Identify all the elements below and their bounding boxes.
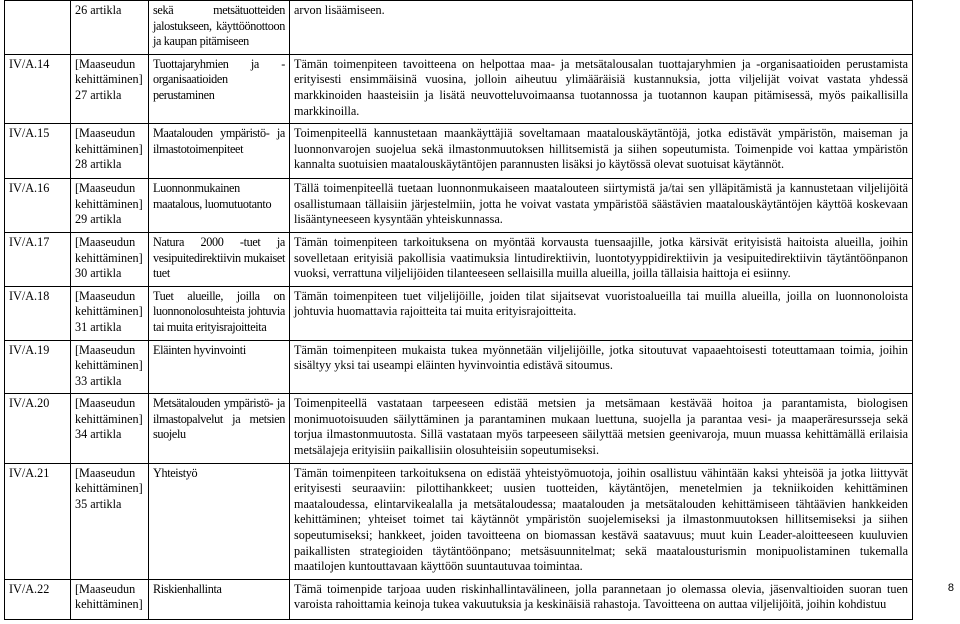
- table-row: [5, 579, 913, 619]
- measure-description: Tämän toimenpiteen tarkoituksena on myöntää korvausta tuensaajille, jotka kärsivät erityisistä haitoista alueilla, joihin sovelletaan erityisiä pakollisia vaatimuksia lintudirektiivin, luontotyyppidirektiivin ja vesipuitedirektiivin täytäntöönpanon vuoksi, verrattuna viljelijöiden tilanteeseen sellaisilla muilla alueilla, joilla tällaisia haittoja ei esiinny.: [290, 232, 913, 286]
- page-number: 8: [947, 582, 954, 594]
- measure-id: IV/A.22: [5, 579, 71, 619]
- measure-article: [Maaseudun kehittäminen] 34 artikla: [71, 394, 149, 463]
- measure-description: Tällä toimenpiteellä tuetaan luonnonmukaiseen maatalouteen siirtymistä ja/tai sen ylläpitämistä ja kannustetaan viljelijöitä osallistumaan tällaisiin järjestelmiin, jotta he voivat vastata ympäristöä säästävien maatalouskäytäntöjen käyttöä koskevaan lisääntyneeseen kysyntään yhteiskunnassa.: [290, 179, 913, 233]
- table-row: [5, 1, 913, 55]
- measure-name: Yhteistyö: [149, 463, 290, 579]
- measure-description: Toimenpiteellä vastataan tarpeeseen edistää metsien ja metsämaan kestävää hoitoa ja parantamista, biologisen monimuotoisuuden säilyttäminen ja parantaminen mukaan luettuna, suojella ja parantaa vesi- ja maaperäresursseja sekä torjua ilmastonmuutosta. Sillä vastataan myös tarpeeseen säilyttää metsien geenivaroja, muun muassa kehittämällä erilaisia metsälajeja erityisiin paikallisiin olosuhteisiin sopeutumiseksi.: [290, 394, 913, 463]
- measure-id: IV/A.16: [5, 179, 71, 233]
- measure-description: Tämä toimenpide tarjoaa uuden riskinhallintavälineen, jolla parannetaan jo olemassa olevia, jäsenvaltioiden suoran tuen varoista rahoittamia keinoja tukea vakuutuksia ja keskinäisiä rahastoja. Tavoitteena on auttaa viljelijöitä, joihin kohdistuu: [290, 579, 913, 619]
- measure-description: Toimenpiteellä kannustetaan maankäyttäjiä soveltamaan maatalouskäytäntöjä, jotka edistävät ympäristön, maiseman ja luonnonvarojen suojelua sekä ilmastonmuutoksen hillitsemistä ja siihen sopeutumista. Toimenpide voi kattaa ympäristön kannalta suotuisien maatalouskäytäntöjen parannusten lisäksi jo käytössä olevat suotuisat käytännöt.: [290, 124, 913, 179]
- measure-description: Tämän toimenpiteen mukaista tukea myönnetään viljelijöille, jotka sitoutuvat vapaaehtoisesti toteuttamaan toimia, joihin sisältyy yksi tai useampi eläinten hyvinvointia edistävä sitoumus.: [290, 340, 913, 394]
- measure-id: IV/A.18: [5, 286, 71, 340]
- measure-name: Natura 2000 -tuet ja vesipuitedirektiivin mukaiset tuet: [149, 232, 290, 286]
- table-row: [5, 124, 913, 179]
- measure-id: IV/A.19: [5, 340, 71, 394]
- measure-name: Maatalouden ympäristö- ja ilmastotoimenpiteet: [149, 124, 290, 179]
- measure-article: [Maaseudun kehittäminen] 29 artikla: [71, 179, 149, 233]
- measure-name: sekä metsätuotteiden jalostukseen, käyttöönottoon ja kaupan pitämiseen: [149, 1, 290, 55]
- measures-table: [4, 0, 913, 620]
- measure-description: Tämän toimenpiteen tavoitteena on helpottaa maa- ja metsätalousalan tuottajaryhmien ja -organisaatioiden perustamista erityisesti ensimmäisinä vuosina, jolloin aiheutuu ylimääräisiä kustannuksia, jotta viljelijät voivat vastata yhdessä markkinoiden haasteisiin ja lisätä neuvotteluvoimaansa tuotannossa ja tuotannon kaupan pitämisessä, myös paikallisilla markkinoilla.: [290, 54, 913, 123]
- measure-article: 26 artikla: [71, 1, 149, 55]
- table-row: [5, 463, 913, 579]
- measure-description: Tämän toimenpiteen tuet viljelijöille, joiden tilat sijaitsevat vuoristoalueilla tai muilla alueilla, joilla on luonnonoloista johtuvia huomattavia rajoitteita tai muita erityisrajoitteita.: [290, 286, 913, 340]
- table-row: [5, 394, 913, 463]
- measure-name: Eläinten hyvinvointi: [149, 340, 290, 394]
- measure-name: Tuottajaryhmien ja -organisaatioiden perustaminen: [149, 54, 290, 123]
- measure-name: Luonnonmukainen maatalous, luomutuotanto: [149, 179, 290, 233]
- measure-name: Riskienhallinta: [149, 579, 290, 619]
- measure-article: [Maaseudun kehittäminen] 31 artikla: [71, 286, 149, 340]
- measure-name: Metsätalouden ympäristö- ja ilmastopalvelut ja metsien suojelu: [149, 394, 290, 463]
- table-row: [5, 179, 913, 233]
- measure-id: IV/A.17: [5, 232, 71, 286]
- measure-description: Tämän toimenpiteen tarkoituksena on edistää yhteistyömuotoja, joihin osallistuu vähintään kaksi yhteisöä ja jotka liittyvät erityisesti seuraaviin: pilottihankkeet; uusien tuotteiden, käytäntöjen, menetelmien ja tekniikoiden kehittäminen maataloudessa, elintarvikealalla ja metsätaloudessa; maatalouden ja metsätalouden kehittämiseen tähtäävien hankkeiden kehittäminen; yhteiset toimet tai käytännöt ympäristön suojelemiseksi ja ilmastonmuutoksen hillitsemiseksi ja siihen sopeutumiseksi; hankkeet, joiden tavoitteena on biomassan kestävä saatavuus; muut kuin Leader-aloitteeseen kuuluvien paikallisten strategioiden täytäntöönpano; metsäsuunnitelmat; sekä maatalousturismin monipuolistaminen tukemalla maatilojen kuntouttavaan käyttöön suuntautuvaa toimintaa.: [290, 463, 913, 579]
- measure-article: [Maaseudun kehittäminen]: [71, 579, 149, 619]
- measure-name: Tuet alueille, joilla on luonnonolosuhteista johtuvia tai muita erityisrajoitteita: [149, 286, 290, 340]
- measure-description: arvon lisäämiseen.: [290, 1, 913, 55]
- measure-id: IV/A.21: [5, 463, 71, 579]
- measure-id: IV/A.15: [5, 124, 71, 179]
- measure-article: [Maaseudun kehittäminen] 30 artikla: [71, 232, 149, 286]
- measure-id: IV/A.14: [5, 54, 71, 123]
- measure-id: IV/A.20: [5, 394, 71, 463]
- measure-article: [Maaseudun kehittäminen] 33 artikla: [71, 340, 149, 394]
- table-row: [5, 54, 913, 123]
- table-row: [5, 286, 913, 340]
- table-row: [5, 232, 913, 286]
- table-row: [5, 340, 913, 394]
- measure-article: [Maaseudun kehittäminen] 28 artikla: [71, 124, 149, 179]
- measure-id: [5, 1, 71, 55]
- measure-article: [Maaseudun kehittäminen] 35 artikla: [71, 463, 149, 579]
- measure-article: [Maaseudun kehittäminen] 27 artikla: [71, 54, 149, 123]
